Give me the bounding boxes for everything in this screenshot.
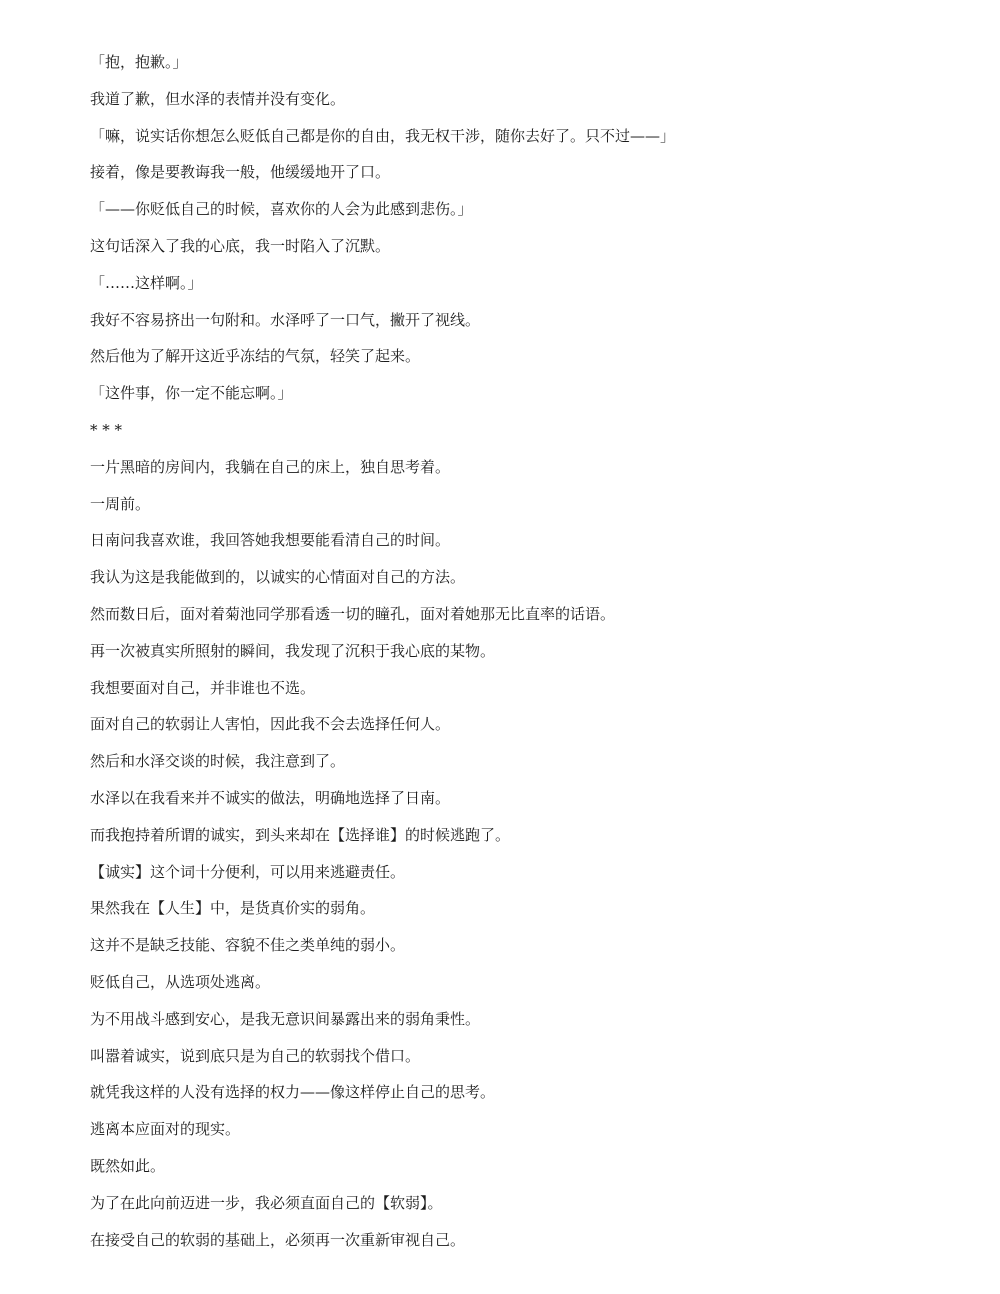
paragraph: 叫嚣着诚实，说到底只是为自己的软弱找个借口。 <box>90 1046 421 1065</box>
paragraph: 我道了歉，但水泽的表情并没有变化。 <box>90 89 346 108</box>
paragraph: 水泽以在我看来并不诚实的做法，明确地选择了日南。 <box>90 788 451 807</box>
paragraph: 贬低自己，从选项处逃离。 <box>90 972 271 991</box>
paragraph: 日南问我喜欢谁，我回答她我想要能看清自己的时间。 <box>90 531 451 550</box>
paragraph: 而我抱持着所谓的诚实，到头来却在【选择谁】的时候逃跑了。 <box>90 825 511 844</box>
paragraph: 在接受自己的软弱的基础上，必须再一次重新审视自己。 <box>90 1230 466 1249</box>
paragraph: 【诚实】这个词十分便利，可以用来逃避责任。 <box>90 862 406 881</box>
paragraph: 「——你贬低自己的时候，喜欢你的人会为此感到悲伤。」 <box>90 200 473 219</box>
scene-break: * * * <box>90 420 123 439</box>
paragraph: 「嘛，说实话你想怎么贬低自己都是你的自由，我无权干涉，随你去好了。只不过——」 <box>90 126 676 145</box>
paragraph: 再一次被真实所照射的瞬间，我发现了沉积于我心底的某物。 <box>90 641 496 660</box>
paragraph: 我认为这是我能做到的，以诚实的心情面对自己的方法。 <box>90 568 466 587</box>
paragraph: 为了在此向前迈进一步，我必须直面自己的【软弱】。 <box>90 1193 443 1212</box>
paragraph: 面对自己的软弱让人害怕，因此我不会去选择任何人。 <box>90 715 451 734</box>
paragraph: 为不用战斗感到安心，是我无意识间暴露出来的弱角秉性。 <box>90 1009 481 1028</box>
paragraph: 这句话深入了我的心底，我一时陷入了沉默。 <box>90 236 391 255</box>
paragraph: 一周前。 <box>90 494 151 513</box>
text-body <box>90 44 950 1258</box>
paragraph: 既然如此。 <box>90 1156 166 1175</box>
paragraph: 一片黑暗的房间内，我躺在自己的床上，独自思考着。 <box>90 457 451 476</box>
paragraph: 我好不容易挤出一句附和。水泽呼了一口气，撇开了视线。 <box>90 310 481 329</box>
paragraph: 然后他为了解开这近乎冻结的气氛，轻笑了起来。 <box>90 347 421 366</box>
paragraph: 「抱，抱歉。」 <box>90 53 188 71</box>
paragraph: 我想要面对自己，并非谁也不选。 <box>90 678 316 697</box>
paragraph: 逃离本应面对的现实。 <box>90 1120 241 1139</box>
paragraph: 这并不是缺乏技能、容貌不佳之类单纯的弱小。 <box>90 936 406 955</box>
paragraph: 然后和水泽交谈的时候，我注意到了。 <box>90 752 346 771</box>
paragraph: 「……这样啊。」 <box>90 273 203 292</box>
paragraph: 「这件事，你一定不能忘啊。」 <box>90 384 293 403</box>
paragraph: 接着，像是要教诲我一般，他缓缓地开了口。 <box>90 163 391 182</box>
paragraph: 果然我在【人生】中，是货真价实的弱角。 <box>90 899 376 918</box>
paragraph: 就凭我这样的人没有选择的权力——像这样停止自己的思考。 <box>90 1083 496 1102</box>
paragraph: 然而数日后，面对着菊池同学那看透一切的瞳孔，面对着她那无比直率的话语。 <box>90 604 616 623</box>
